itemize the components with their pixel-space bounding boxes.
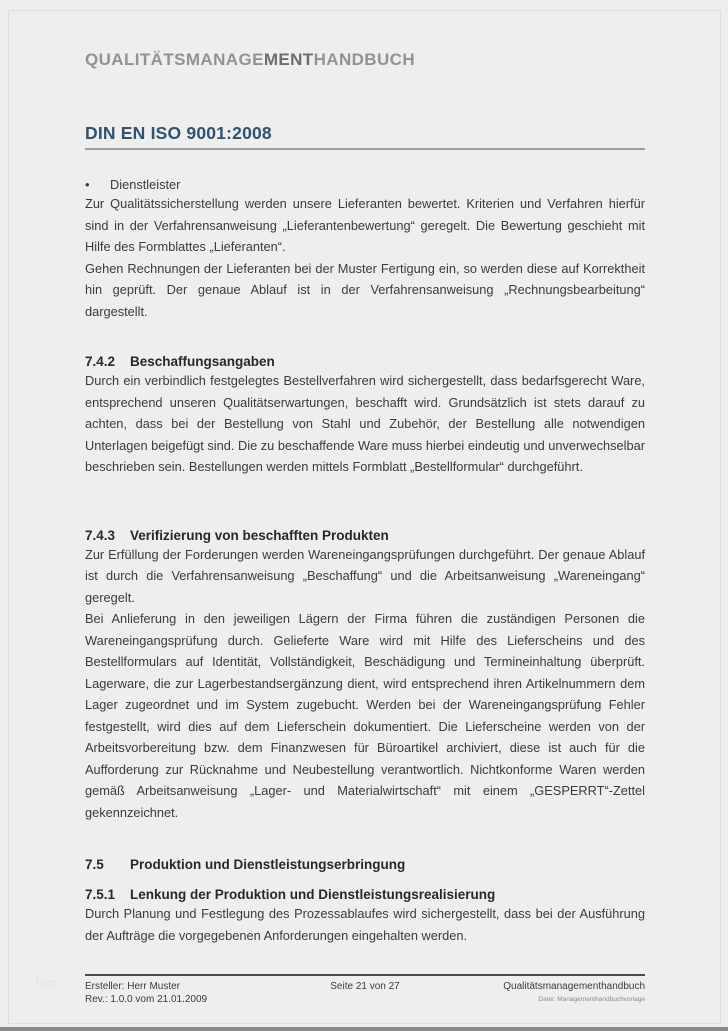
page-footer — [85, 974, 645, 1006]
document-title — [85, 50, 645, 70]
bullet-list-item — [85, 177, 645, 193]
watermark-text: hipp — [36, 977, 57, 989]
section-number: 7.5.1 — [85, 887, 116, 902]
bullet-item-label: Dienstleister — [110, 177, 181, 192]
paragraph-ordering-procedure: Durch ein verbindlich festgelegtes Bestellverfahren wird sichergestellt, dass bedarfsgerecht Ware, entsprechend unseren Qualitätserwartungen, beschafft wird. Grundsätzlich ist stets darauf zu achten, dass bei der Bestellung von Stahl und Zubehör, der Bestellung alle notwendigen Unterlagen beigefügt sind. Die zu beschaffende Ware muss hierbei eindeutig und unverwechselbar beschrieben sein. Bestellungen werden mittels Formblatt „Bestellformular“ durchgeführt. — [85, 373, 645, 474]
document-title-pre: QUALITÄTSMANAGE — [85, 50, 264, 69]
section-number: 7.4.2 — [85, 354, 116, 369]
paragraph-goods-receipt: Bei Anlieferung in den jeweiligen Lägern der Firma führen die zuständigen Personen die Wareneingangsprüfung durch. Gelieferte Ware wird mit Hilfe des Lieferscheins und des Bestellformulars auf Identität, Vollständigkeit, Beschädigung und Termineinhaltung überprüft. Lagerware, die zur Lagerbestandsergänzung dient, wird entsprechend ihren Artikelnummern dem Lager zugeordnet und im System zugebucht. Werden bei der Wareneingangsprüfung Fehler festgestellt, wird dies auf dem Lieferschein dokumentiert. Die Lieferscheine werden von der Arbeitsvorbereitung bzw. dem Finanzwesen für Büroartikel archiviert, diese ist auch für die Aufforderung zur Rücknahme und Neubestellung verantwortlich. Nichtkonforme Waren werden gemäß Arbeitsanweisung „Lager- und Materialwirtschaft“ mit einem „GESPERRT“-Zettel gekennzeichnet. — [85, 611, 645, 820]
document-content — [85, 0, 645, 946]
footer-left-column — [85, 980, 272, 1006]
section-title: Beschaffungsangaben — [130, 354, 275, 369]
section-heading-742 — [85, 353, 645, 370]
section-title: Lenkung der Produktion und Dienstleistungsrealisierung — [130, 887, 496, 902]
norm-title: DIN EN ISO 9001:2008 — [85, 123, 645, 150]
paragraph-production-planning: Durch Planung und Festlegung des Prozessablaufes wird sichergestellt, dass bei der Ausführung der Aufträge die vorgegebenen Anforderungen eingehalten werden. — [85, 906, 645, 943]
footer-right-column — [458, 980, 645, 1006]
footer-handbook-name: Qualitätsmanagementhandbuch — [503, 981, 646, 992]
footer-creator: Ersteller: Herr Muster — [85, 981, 181, 992]
footer-page-number: Seite 21 von 27 — [330, 981, 400, 992]
paragraph-supplier-evaluation: Zur Qualitätssicherstellung werden unsere Lieferanten bewertet. Kriterien und Verfahren hierfür sind in der Verfahrensanweisung „Lieferantenbewertung“ geregelt. Die Bewertung geschieht mit Hilfe des Formblattes „Lieferanten“. — [85, 196, 645, 254]
section-heading-751 — [85, 886, 645, 903]
footer-revision: Rev.: 1.0.0 vom 21.01.2009 — [85, 994, 208, 1005]
section-heading-743 — [85, 527, 645, 544]
document-title-bold: MENT — [263, 50, 314, 69]
bottom-edge-bar — [0, 1027, 728, 1031]
footer-file-name: Datei: Managementhandbuchvorlage — [538, 996, 646, 1003]
section-title: Verifizierung von beschafften Produkten — [130, 527, 389, 543]
section-number: 7.4.3 — [85, 527, 116, 543]
section-heading-75 — [85, 856, 645, 873]
document-title-post: HANDBUCH — [313, 50, 416, 69]
paragraph-invoice-check: Gehen Rechnungen der Lieferanten bei der Muster Fertigung ein, so werden diese auf Korrektheit hin geprüft. Der genaue Ablauf ist in der Verfahrensanweisung „Rechnungsbearbeitung“ dargestellt. — [85, 260, 645, 319]
bullet-icon: • — [85, 177, 90, 192]
paragraph-verification: Zur Erfüllung der Forderungen werden Wareneingangsprüfungen durchgeführt. Der genaue Ablauf ist durch die Verfahrensanweisung „Beschaffung“ und die Arbeitsanweisung „Wareneingang“ geregelt. — [85, 546, 645, 605]
section-number: 7.5 — [85, 857, 104, 872]
section-title: Produktion und Dienstleistungserbringung — [130, 857, 406, 872]
